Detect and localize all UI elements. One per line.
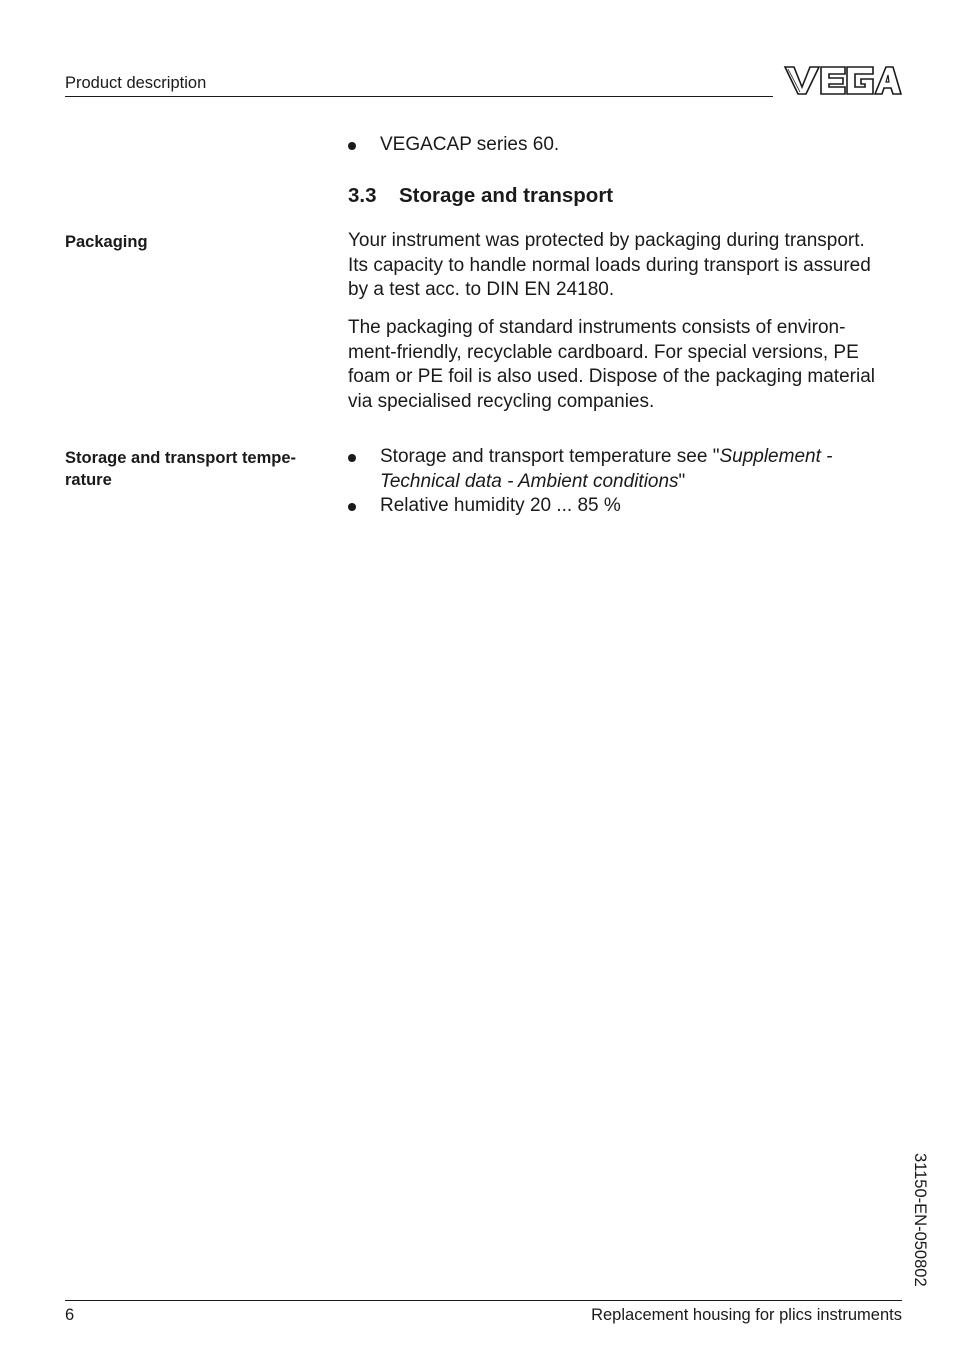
list-item-text	[380, 445, 832, 494]
section-title: Storage and transport	[399, 184, 614, 207]
header-section-title: Product description	[65, 74, 207, 92]
text-prefix: Storage and transport temperature see "	[380, 446, 720, 467]
text-suffix: "	[678, 470, 686, 492]
margin-label-storage-temperature	[65, 447, 296, 491]
text-line: Your instrument was protected by packaging during transport.	[348, 230, 865, 251]
vega-logo	[783, 63, 903, 97]
section-heading	[348, 183, 613, 209]
bullet-icon	[348, 454, 356, 462]
text-line: via specialised recycling companies.	[348, 390, 655, 412]
margin-label-packaging: Packaging	[65, 233, 148, 251]
packaging-paragraph-2	[348, 316, 918, 414]
document-code: 31150-EN-050802	[911, 1153, 929, 1287]
reference-technical-data: Technical data - Ambient conditions	[380, 470, 679, 492]
text-line: ment-friendly, recyclable cardboard. For special versions, PE	[348, 341, 859, 363]
text-line: foam or PE foil is also used. Dispose of the packaging material	[348, 366, 875, 387]
header-divider	[65, 96, 773, 97]
list-item-text: Relative humidity 20 ... 85 %	[380, 495, 621, 516]
svg-text:VEGA: VEGA	[783, 63, 786, 64]
text-line: Its capacity to handle normal loads during transport is assured	[348, 254, 871, 276]
reference-supplement: Supplement -	[719, 446, 833, 467]
footer-document-title: Replacement housing for plics instruments	[591, 1306, 902, 1324]
text-line: by a test acc. to DIN EN 24180.	[348, 279, 615, 300]
list-item-text: VEGACAP series 60.	[380, 134, 560, 155]
bullet-icon	[348, 503, 356, 511]
text-line: The packaging of standard instruments consists of environ-	[348, 317, 846, 338]
label-line: rature	[65, 471, 112, 489]
label-line: Storage and transport tempe-	[65, 449, 297, 467]
packaging-paragraph-1	[348, 229, 918, 303]
section-number: 3.3	[348, 184, 377, 207]
bullet-icon	[348, 142, 356, 150]
footer-divider	[65, 1300, 902, 1301]
page-number: 6	[65, 1306, 75, 1324]
